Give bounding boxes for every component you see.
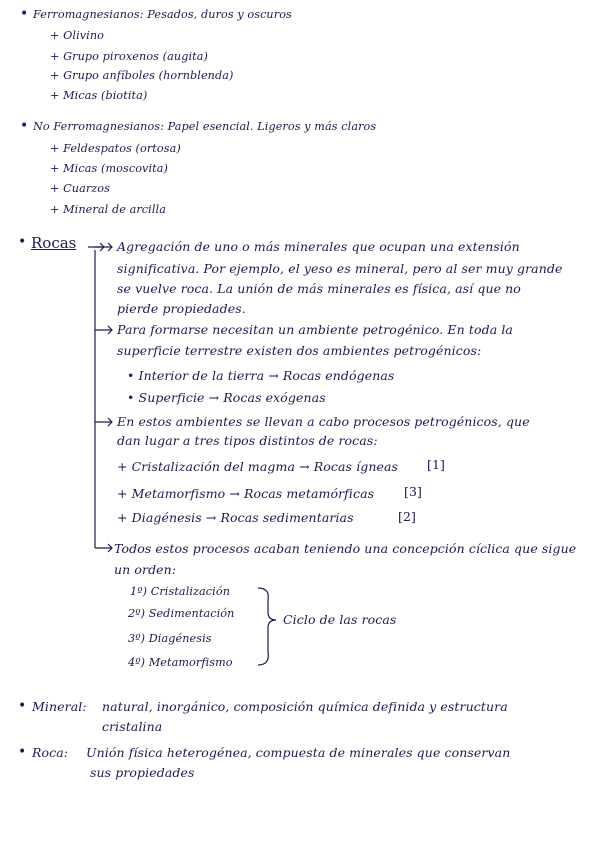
rocas-text: un orden:: [114, 562, 177, 577]
roca-definition: Unión física heterogénea, compuesta de minerales que conservan: [86, 745, 511, 760]
mineral-term: Mineral:: [32, 699, 87, 714]
bullet: •: [18, 234, 27, 250]
list-item: + Micas (moscovita): [50, 162, 168, 175]
noferro-title: No Ferromagnesianos: Papel esencial. Ligeros y más claros: [33, 120, 377, 133]
curly-brace: [258, 588, 276, 665]
rocas-text: pierde propiedades.: [117, 301, 246, 316]
rocas-text: En estos ambientes se llevan a cabo procesos petrogénicos, que: [117, 414, 530, 429]
cycle-step: 3º) Diagénesis: [128, 632, 212, 645]
list-item: • Interior de la tierra → Rocas endógenas: [127, 368, 395, 383]
rocas-title: Rocas: [31, 234, 77, 252]
ref-number: [3]: [404, 484, 423, 499]
ref-number: [2]: [398, 509, 417, 524]
list-item: + Grupo piroxenos (augita): [50, 50, 208, 63]
list-item: + Cuarzos: [50, 182, 110, 195]
rocas-text: Todos estos procesos acaban teniendo una concepción cíclica que sigue: [114, 541, 577, 556]
roca-term: Roca:: [32, 745, 69, 760]
ref-number: [1]: [427, 457, 446, 472]
cycle-step: 2º) Sedimentación: [128, 607, 235, 620]
rocas-text: dan lugar a tres tipos distintos de rocas:: [117, 433, 378, 448]
list-item: + Grupo anfíboles (hornblenda): [50, 69, 234, 82]
rocas-text: se vuelve roca. La unión de más minerales es física, así que no: [117, 281, 521, 296]
rocas-text: superficie terrestre existen dos ambientes petrogénicos:: [117, 343, 482, 358]
rocas-text: significativa. Por ejemplo, el yeso es mineral, pero al ser muy grande: [117, 261, 563, 276]
cycle-step: 1º) Cristalización: [130, 585, 230, 598]
list-item: + Cristalización del magma → Rocas ígneas: [117, 459, 399, 474]
list-item: + Metamorfismo → Rocas metamórficas: [117, 486, 375, 501]
list-item: + Mineral de arcilla: [50, 203, 166, 216]
list-item: + Diagénesis → Rocas sedimentarias: [117, 510, 354, 525]
list-item: • Superficie → Rocas exógenas: [127, 390, 326, 405]
list-item: + Olivino: [50, 29, 104, 42]
bullet: •: [18, 744, 27, 760]
list-item: + Feldespatos (ortosa): [50, 142, 181, 155]
cycle-step: 4º) Metamorfismo: [128, 656, 233, 669]
bullet: •: [20, 118, 29, 134]
rocas-text: Para formarse necesitan un ambiente petrogénico. En toda la: [117, 322, 513, 337]
roca-definition: sus propiedades: [90, 765, 195, 780]
rocas-text: Agregación de uno o más minerales que ocupan una extensión: [117, 239, 520, 254]
bullet: •: [20, 6, 29, 22]
mineral-definition: natural, inorgánico, composición química definida y estructura: [102, 699, 508, 714]
bullet: •: [18, 698, 27, 714]
list-item: + Micas (biotita): [50, 89, 148, 102]
cycle-label: Ciclo de las rocas: [283, 612, 397, 627]
ferro-title: Ferromagnesianos: Pesados, duros y oscuros: [33, 8, 292, 21]
mineral-definition: cristalina: [102, 719, 163, 734]
